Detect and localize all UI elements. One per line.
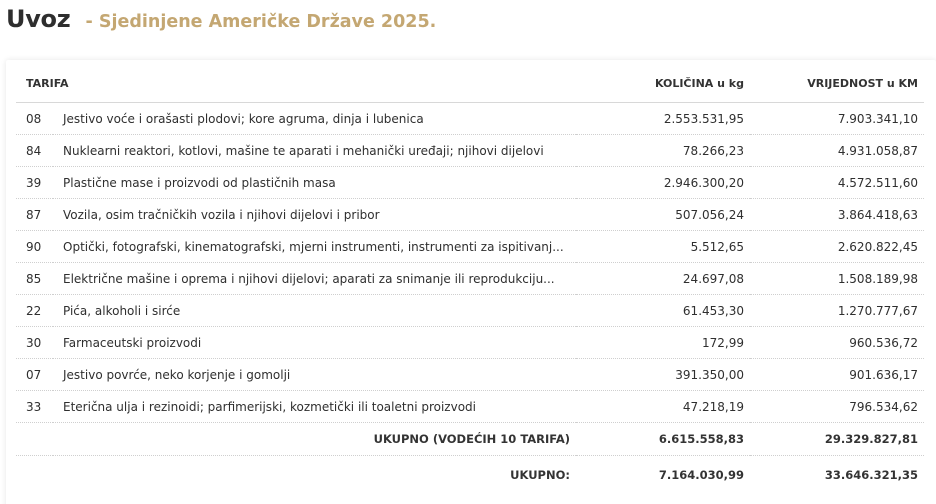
import-table [16, 64, 924, 494]
row-description: Vozila, osim tračničkih vozila i njihovi dijelovi i pribor [53, 199, 576, 231]
row-code: 08 [16, 103, 53, 135]
total-label: UKUPNO: [510, 468, 570, 482]
row-description: Nuklearni reaktori, kotlovi, mašine te aparati i mehanički uređaji; njihovi dijelovi [53, 135, 576, 167]
header-vrijednost[interactable]: VRIJEDNOST u KM [750, 64, 924, 103]
row-code: 84 [16, 135, 53, 167]
table-row[interactable] [16, 359, 924, 391]
header-tarifa[interactable]: TARIFA [16, 64, 576, 103]
row-description: Optički, fotografski, kinematografski, mjerni instrumenti, instrumenti za ispitivanj... [53, 231, 576, 263]
subtotal-label: UKUPNO (VODEĆIH 10 TARIFA) [16, 423, 576, 456]
row-description: Eterična ulja i rezinoidi; parfimerijski, kozmetički ili toaletni proizvodi [53, 391, 576, 423]
row-value: 1.508.189,98 [750, 263, 924, 295]
row-value: 3.864.418,63 [750, 199, 924, 231]
subtotal-quantity: 6.615.558,83 [576, 423, 750, 456]
table-row[interactable] [16, 231, 924, 263]
table-row[interactable] [16, 135, 924, 167]
row-quantity: 2.946.300,20 [576, 167, 750, 199]
row-value: 901.636,17 [750, 359, 924, 391]
row-description: Električne mašine i oprema i njihovi dijelovi; aparati za snimanje ili reprodukciju... [53, 263, 576, 295]
row-code: 33 [16, 391, 53, 423]
row-value: 4.931.058,87 [750, 135, 924, 167]
row-code: 22 [16, 295, 53, 327]
row-quantity: 391.350,00 [576, 359, 750, 391]
page-title [6, 2, 436, 36]
row-value: 796.534,62 [750, 391, 924, 423]
subtotal-value: 29.329.827,81 [750, 423, 924, 456]
table-row[interactable] [16, 263, 924, 295]
table-header-row [16, 64, 924, 103]
row-value: 7.903.341,10 [750, 103, 924, 135]
row-description: Plastične mase i proizvodi od plastičnih masa [53, 167, 576, 199]
table-row[interactable] [16, 103, 924, 135]
row-value: 4.572.511,60 [750, 167, 924, 199]
row-quantity: 24.697,08 [576, 263, 750, 295]
row-code: 87 [16, 199, 53, 231]
row-code: 90 [16, 231, 53, 263]
row-description: Jestivo voće i orašasti plodovi; kore agruma, dinja i lubenica [53, 103, 576, 135]
row-description: Farmaceutski proizvodi [53, 327, 576, 359]
row-quantity: 172,99 [576, 327, 750, 359]
row-description: Pića, alkoholi i sirće [53, 295, 576, 327]
table-row[interactable] [16, 295, 924, 327]
table-row[interactable] [16, 199, 924, 231]
row-code: 07 [16, 359, 53, 391]
table-row[interactable] [16, 327, 924, 359]
total-value: 33.646.321,35 [824, 468, 918, 482]
total-quantity: 7.164.030,99 [658, 468, 744, 482]
row-description: Jestivo povrće, neko korjenje i gomolji [53, 359, 576, 391]
row-code: 85 [16, 263, 53, 295]
row-code: 39 [16, 167, 53, 199]
title-subtitle: - Sjedinjene Američke Države 2025. [85, 12, 437, 32]
title-main: Uvoz [6, 5, 71, 33]
row-quantity: 78.266,23 [576, 135, 750, 167]
row-value: 2.620.822,45 [750, 231, 924, 263]
row-quantity: 5.512,65 [576, 231, 750, 263]
row-quantity: 61.453,30 [576, 295, 750, 327]
import-table-card [6, 60, 936, 504]
row-quantity: 507.056,24 [576, 199, 750, 231]
row-value: 1.270.777,67 [750, 295, 924, 327]
row-value: 960.536,72 [750, 327, 924, 359]
header-kolicina[interactable]: KOLIČINA u kg [576, 64, 750, 103]
row-quantity: 47.218,19 [576, 391, 750, 423]
table-row[interactable] [16, 391, 924, 423]
table-row[interactable] [16, 167, 924, 199]
total-row [16, 456, 924, 495]
subtotal-row [16, 423, 924, 456]
row-quantity: 2.553.531,95 [576, 103, 750, 135]
row-code: 30 [16, 327, 53, 359]
